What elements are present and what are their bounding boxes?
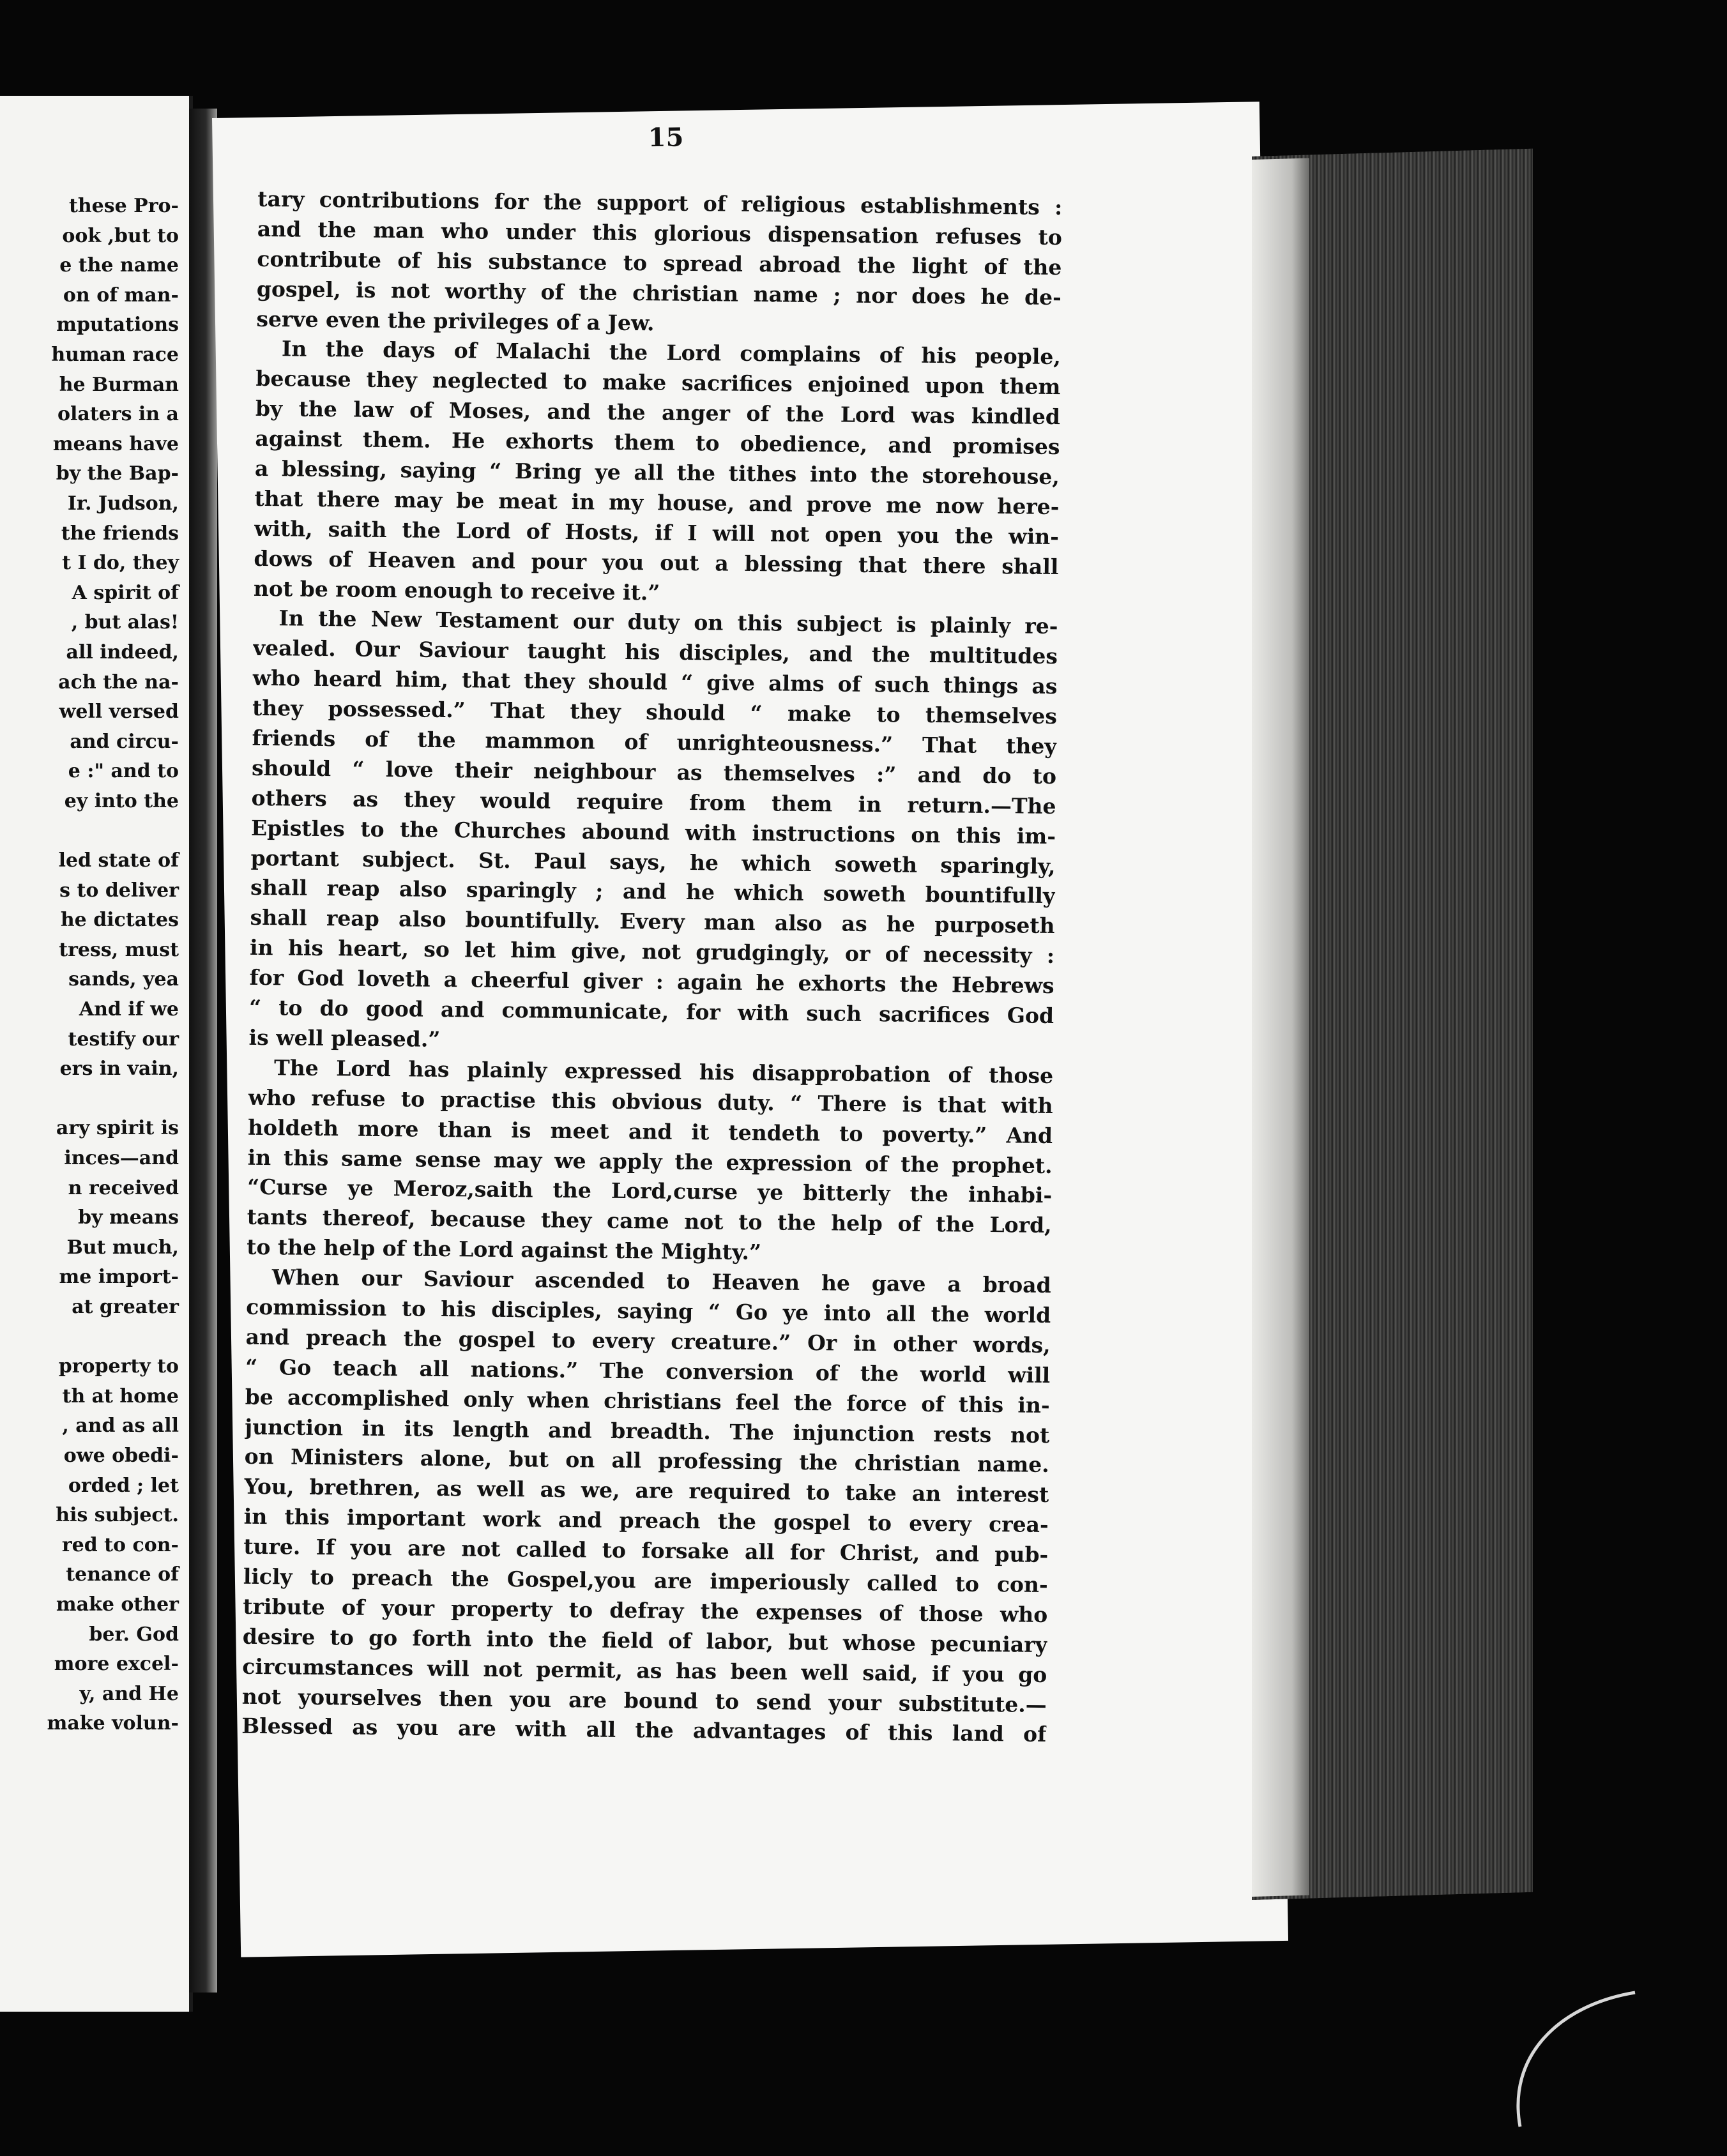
text-line: to the help of the Lord against the Mighty.” bbox=[247, 1234, 762, 1265]
text-line: and the man who under this glorious dispensation refuses to bbox=[257, 216, 1063, 250]
left-page-line: n received bbox=[68, 1176, 179, 1199]
left-page-line: make volun- bbox=[47, 1712, 179, 1735]
left-page-line: ary spirit is bbox=[56, 1117, 179, 1140]
left-page-line: mputations bbox=[56, 314, 179, 337]
left-page-line: these Pro- bbox=[68, 195, 179, 217]
text-line: Blessed as you are with all the advantages of this land of bbox=[241, 1713, 1047, 1747]
text-line: dows of Heaven and pour you out a blessing that there shall bbox=[254, 545, 1059, 579]
text-line: “ Go teach all nations.” The conversion of the world will bbox=[245, 1354, 1051, 1388]
text-line: that there may be meat in my house, and prove me now here- bbox=[254, 485, 1060, 519]
text-line: The Lord has plainly expressed his disapprobation of those bbox=[273, 1055, 1054, 1088]
text-line: desire to go forth into the field of labor, but whose pecuniary bbox=[242, 1623, 1047, 1657]
left-page-line: , and as all bbox=[62, 1415, 179, 1438]
left-page-line: sands, yea bbox=[68, 968, 179, 991]
text-line: because they neglected to make sacrifices enjoined upon them bbox=[255, 366, 1061, 400]
text-line: vealed. Our Saviour taught his disciples, and the multitudes bbox=[252, 635, 1058, 669]
text-line: against them. He exhorts them to obedience, and promises bbox=[255, 425, 1060, 460]
left-page-line: tress, must bbox=[59, 938, 179, 961]
left-page-line: at greater bbox=[72, 1295, 179, 1318]
text-line: licly to preach the Gospel,you are imperiously called to con- bbox=[243, 1563, 1048, 1597]
left-page-line: he Burman bbox=[59, 373, 179, 396]
text-line: “Curse ye Meroz,saith the Lord,curse ye bitterly the inhabi- bbox=[247, 1174, 1053, 1208]
left-page-line bbox=[6, 1323, 179, 1353]
text-line: should “ love their neighbour as themselves :” and do to bbox=[251, 755, 1057, 789]
left-page-line: Ir. Judson, bbox=[67, 492, 179, 515]
left-page-line: ers in vain, bbox=[59, 1058, 179, 1081]
left-page-line: But much, bbox=[66, 1236, 179, 1259]
left-page-line: A spirit of bbox=[72, 581, 179, 604]
left-page-line: property to bbox=[58, 1355, 179, 1378]
text-line: a blessing, saying “ Bring ye all the tithes into the storehouse, bbox=[254, 455, 1060, 490]
left-page-line: led state of bbox=[58, 849, 179, 872]
left-page-line: , but alas! bbox=[71, 611, 179, 634]
left-page-line: by the Bap- bbox=[56, 462, 179, 485]
text-line: ture. If you are not called to forsake all for Christ, and pub- bbox=[243, 1533, 1049, 1568]
text-line: holdeth more than is meet and it tendeth to poverty.” And bbox=[247, 1114, 1053, 1148]
text-line: You, brethren, as well as we, are required to take an interest bbox=[244, 1474, 1049, 1508]
text-line: commission to his disciples, saying “ Go ye into all the world bbox=[246, 1294, 1051, 1328]
left-page-line: make other bbox=[56, 1593, 179, 1616]
text-line: tants thereof, because they came not to the help of the Lord, bbox=[247, 1204, 1052, 1238]
text-line: by the law of Moses, and the anger of the Lord was kindled bbox=[255, 396, 1061, 430]
text-line: friends of the mammon of unrighteousness.” That they bbox=[252, 725, 1057, 759]
left-page-line: tenance of bbox=[66, 1563, 179, 1586]
text-line: with, saith the Lord of Hosts, if I will not open you the win- bbox=[254, 515, 1060, 549]
text-line: is well pleased.” bbox=[248, 1024, 441, 1052]
text-line: shall reap also sparingly ; and he which soweth bountifully bbox=[250, 875, 1056, 909]
text-line: In the days of Malachi the Lord complains of his people, bbox=[281, 336, 1061, 370]
left-page-line: e :" and to bbox=[68, 760, 179, 783]
text-line: for God loveth a cheerful giver : again he exhorts the Hebrews bbox=[249, 964, 1054, 999]
left-page-line: red to con- bbox=[61, 1533, 179, 1556]
left-page-line bbox=[6, 1084, 179, 1114]
left-page-line: ey into the bbox=[64, 789, 179, 812]
text-line: shall reap also bountifully. Every man also as he purposeth bbox=[250, 905, 1055, 939]
text-line: not be room enough to receive it.” bbox=[253, 575, 660, 605]
left-page-line: e the name bbox=[59, 254, 179, 277]
text-line: serve even the privileges of a Jew. bbox=[256, 306, 655, 335]
left-page-line bbox=[6, 816, 179, 846]
left-page-line: olaters in a bbox=[57, 403, 179, 426]
left-page-line: the friends bbox=[61, 522, 179, 545]
left-page-line: ook ,but to bbox=[62, 224, 179, 247]
text-line: “ to do good and communicate, for with such sacrifices God bbox=[248, 994, 1054, 1029]
left-page-line: on of man- bbox=[63, 284, 179, 307]
left-page-line: testify our bbox=[68, 1028, 179, 1051]
text-line: circumstances will not permit, as has been well said, if you go bbox=[242, 1653, 1047, 1687]
left-page-line: owe obedi- bbox=[63, 1444, 179, 1467]
left-page-line: th at home bbox=[62, 1385, 179, 1408]
left-page-text bbox=[6, 192, 179, 1739]
left-page-line: all indeed, bbox=[66, 641, 179, 664]
left-page-line: ach the na- bbox=[58, 671, 179, 694]
main-page bbox=[212, 102, 1288, 1957]
left-page-line: inces—and bbox=[64, 1147, 179, 1169]
text-line: others as they would require from them in return.—The bbox=[251, 785, 1056, 819]
text-line: contribute of his substance to spread abroad the light of the bbox=[257, 246, 1062, 280]
left-page-line: orded ; let bbox=[68, 1474, 179, 1497]
text-line: who heard him, that they should “ give alms of such things as bbox=[252, 665, 1058, 699]
text-line: and preach the gospel to every creature.” Or in other words, bbox=[245, 1324, 1051, 1358]
left-page-line: he dictates bbox=[60, 909, 179, 932]
left-page-line: means have bbox=[52, 432, 179, 455]
text-line: gospel, is not worthy of the christian name ; nor does he de- bbox=[256, 276, 1062, 310]
left-page-line: y, and He bbox=[79, 1682, 179, 1705]
page-body-text bbox=[241, 185, 1062, 1750]
left-page-line: t I do, they bbox=[62, 552, 179, 575]
text-line: portant subject. St. Paul says, he which soweth sparingly, bbox=[250, 845, 1056, 879]
text-line: junction in its length and breadth. The injunction rests not bbox=[245, 1414, 1050, 1448]
text-line: tary contributions for the support of religious establishments : bbox=[257, 186, 1063, 220]
text-line: who refuse to practise this obvious duty. “ There is that with bbox=[248, 1084, 1053, 1118]
text-line: not yourselves then you are bound to send your substitute.— bbox=[241, 1683, 1047, 1717]
left-page-line: well versed bbox=[59, 701, 179, 724]
text-line: be accomplished only when christians feel the force of this in- bbox=[245, 1384, 1050, 1418]
text-line: they possessed.” That they should “ make to themselves bbox=[252, 695, 1058, 729]
text-line: in his heart, so let him give, not grudgingly, or of necessity : bbox=[249, 935, 1055, 969]
text-line: When our Saviour ascended to Heaven he gave a broad bbox=[271, 1264, 1051, 1298]
left-page-line: and circu- bbox=[70, 730, 179, 753]
text-line: on Ministers alone, but on all professing the christian name. bbox=[244, 1444, 1049, 1478]
page-number: 15 bbox=[648, 122, 684, 153]
left-page-line: me import- bbox=[59, 1266, 179, 1289]
text-line: in this important work and preach the gospel to every crea- bbox=[243, 1503, 1049, 1538]
text-line: In the New Testament our duty on this subject is plainly re- bbox=[278, 605, 1058, 639]
left-page-line: human race bbox=[51, 343, 179, 366]
text-line: Epistles to the Churches abound with instructions on this im- bbox=[250, 815, 1056, 849]
text-line: tribute of your property to defray the expenses of those who bbox=[243, 1593, 1048, 1627]
left-page-line: more excel- bbox=[54, 1653, 179, 1676]
text-line: in this same sense may we apply the expression of the prophet. bbox=[247, 1144, 1053, 1178]
left-page-line: by means bbox=[78, 1206, 179, 1229]
left-page-fragment bbox=[0, 96, 193, 2012]
fore-edge-highlight bbox=[1252, 158, 1309, 1897]
left-page-line: And if we bbox=[79, 998, 179, 1021]
left-page-line: s to deliver bbox=[59, 879, 179, 902]
film-scratch-arc bbox=[1482, 1980, 1648, 2133]
book-gutter bbox=[189, 109, 217, 1993]
left-page-line: ber. God bbox=[89, 1623, 179, 1646]
left-page-line: his subject. bbox=[56, 1504, 179, 1527]
